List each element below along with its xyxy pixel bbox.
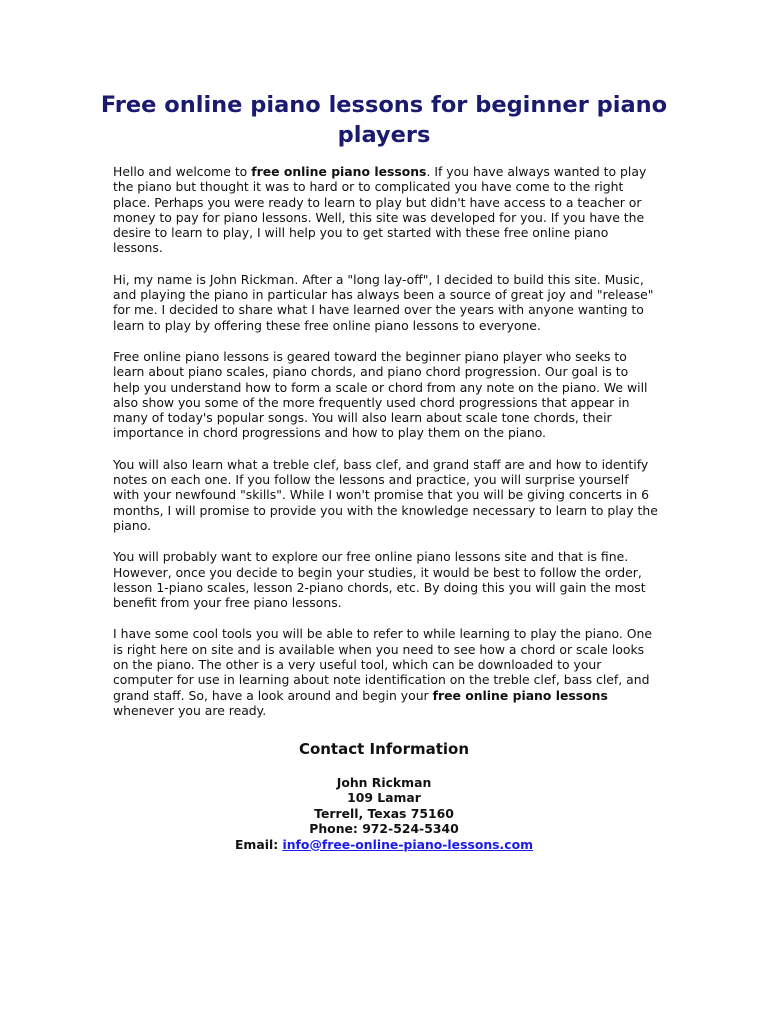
body-text — [113, 164, 658, 734]
page-title: Free online piano lessons for beginner piano players — [100, 92, 668, 148]
contact-email-line — [0, 837, 768, 852]
contact-street: 109 Lamar — [347, 790, 421, 806]
contact-block — [0, 775, 768, 852]
email-link[interactable]: info@free-online-piano-lessons.com — [282, 836, 534, 852]
keyword-bold: free online piano lessons — [251, 164, 427, 179]
paragraph-order: You will probably want to explore our free online piano lessons site and that is fine. However, once you decide to begin your studies, it would be best to follow the order, lesson 1-piano scales, lesson 2-piano chords, etc. By doing this you will gain the most benefit from your free piano lessons. — [113, 549, 646, 611]
paragraph-goals: Free online piano lessons is geared toward the beginner piano player who seeks to learn about piano scales, piano chords, and piano chord progression. Our goal is to help you understand how to form a scale or chord from any note on the piano. We will also show you some of the more frequently used chord progressions that appear in many of today's popular songs. You will also learn about scale tone chords, their importance in chord progressions and how to play them on the piano. — [113, 348, 648, 441]
contact-name: John Rickman — [336, 775, 432, 790]
paragraph-about: Hi, my name is John Rickman. After a "long lay-off", I decided to build this site. Music, and playing the piano in particular has always been a source of great joy and "release" for me. I decided to share what I have learned over the years with anyone wanting to learn to play by offering these free online piano lessons to everyone. — [113, 271, 654, 333]
email-label: Email: — [234, 836, 283, 852]
contact-heading: Contact Information — [298, 740, 470, 758]
paragraph-intro: Hello and welcome to free online piano lessons. If you have always wanted to play the piano but thought it was to hard or to complicated you have come to the right place. Perhaps you were ready to learn to play but didn't have access to a teacher or money to pay for piano lessons. Well, this site was developed for you. If you have the desire to learn to play, I will help you to get started with these free online piano lessons. — [113, 164, 647, 256]
contact-phone: Phone: 972-524-5340 — [309, 821, 459, 837]
keyword-bold: free online piano lessons — [432, 687, 608, 703]
paragraph-clefs: You will also learn what a treble clef, bass clef, and grand staff are and how to identify notes on each one. If you follow the lessons and practice, you will surprise yourself with your newfound "skills". While I won't promise that you will be giving concerts in 6 months, I will promise to provide you with the knowledge necessary to learn to play the piano. — [113, 456, 658, 533]
contact-city: Terrell, Texas 75160 — [314, 805, 454, 821]
paragraph-tools: I have some cool tools you will be able to refer to while learning to play the piano. One is right here on site and is available when you need to see how a chord or scale looks on the piano. The other is a very useful tool, which can be downloaded to your computer for use in learning about note identification on the treble clef, bass clef, and grand staff. So, have a look around and begin your free online piano lessons whenever you are ready. — [113, 626, 652, 718]
